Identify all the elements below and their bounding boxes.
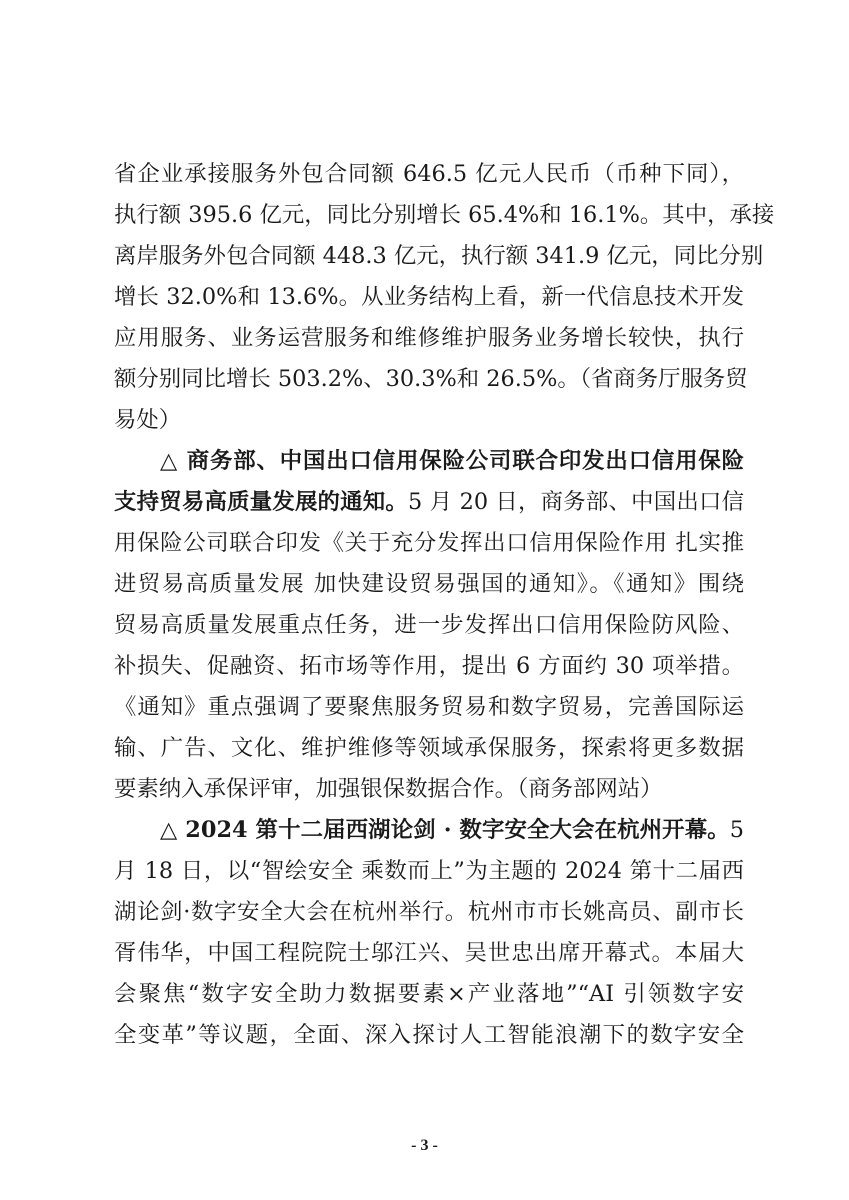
paragraph-2-line-2: 用保险公司联合印发《关于充分发挥出口信用保险作用 扎实推 (114, 530, 744, 556)
paragraph-1-line-2: 执行额 395.6 亿元，同比分别增长 65.4%和 16.1%。其中，承接 (114, 202, 775, 228)
paragraph-2-line-6: 《通知》重点强调了要聚焦服务贸易和数字贸易，完善国际运 (114, 694, 744, 720)
paragraph-1-line-4: 增长 32.0%和 13.6%。从业务结构上看，新一代信息技术开发 (114, 284, 744, 310)
paragraph-3-text-start: 5 (729, 817, 744, 843)
paragraph-1-line-5: 应用服务、业务运营服务和维修维护服务业务增长较快，执行 (114, 325, 744, 351)
paragraph-3-line-4: 胥伟华，中国工程院院士邬江兴、吴世忠出席开幕式。本届大 (114, 940, 744, 966)
paragraph-2-line-8: 要素纳入承保评审，加强银保数据合作。（商务部网站） (114, 776, 663, 802)
paragraph-2-line-3: 进贸易高质量发展 加快建设贸易强国的通知》。《通知》围绕 (114, 571, 744, 597)
paragraph-2-line-1 (114, 482, 744, 522)
paragraph-2-headline: △ 商务部、中国出口信用保险公司联合印发出口信用保险 (160, 448, 744, 474)
paragraph-1-line-1: 省企业承接服务外包合同额 646.5 亿元人民币（币种下同）， (114, 161, 744, 187)
paragraph-2-line-5: 补损失、促融资、拓市场等作用，提出 6 方面约 30 项举措。 (114, 653, 744, 679)
paragraph-3-headline: △ 2024 第十二届西湖论剑 · 数字安全大会在杭州开幕。 (160, 817, 730, 843)
paragraph-1-line-7: 易处） (114, 407, 182, 433)
paragraph-1-line-3: 离岸服务外包合同额 448.3 亿元，执行额 341.9 亿元，同比分别 (114, 243, 764, 269)
paragraph-3-line-1 (160, 810, 744, 850)
paragraph-2-line-7: 输、广告、文化、维护维修等领域承保服务，探索将更多数据 (114, 735, 744, 761)
paragraph-2-headline-continued: 支持贸易高质量发展的通知。 (114, 489, 409, 515)
page-number: - 3 - (411, 1137, 438, 1154)
paragraph-2-text-start: 5 月 20 日，商务部、中国出口信 (408, 489, 745, 515)
paragraph-3-line-2: 月 18 日，以“智绘安全 乘数而上”为主题的 2024 第十二届西 (114, 858, 744, 884)
paragraph-3-line-3: 湖论剑·数字安全大会在杭州举行。杭州市市长姚高员、副市长 (114, 899, 744, 925)
paragraph-1-line-6: 额分别同比增长 503.2%、30.3%和 26.5%。（省商务厅服务贸 (114, 366, 748, 392)
paragraph-3-line-5: 会聚焦“数字安全助力数据要素×产业落地”“AI 引领数字安 (114, 981, 744, 1007)
paragraph-3-line-6: 全变革”等议题，全面、深入探讨人工智能浪潮下的数字安全 (114, 1022, 744, 1048)
paragraph-2-line-4: 贸易高质量发展重点任务，进一步发挥出口信用保险防风险、 (114, 612, 744, 638)
